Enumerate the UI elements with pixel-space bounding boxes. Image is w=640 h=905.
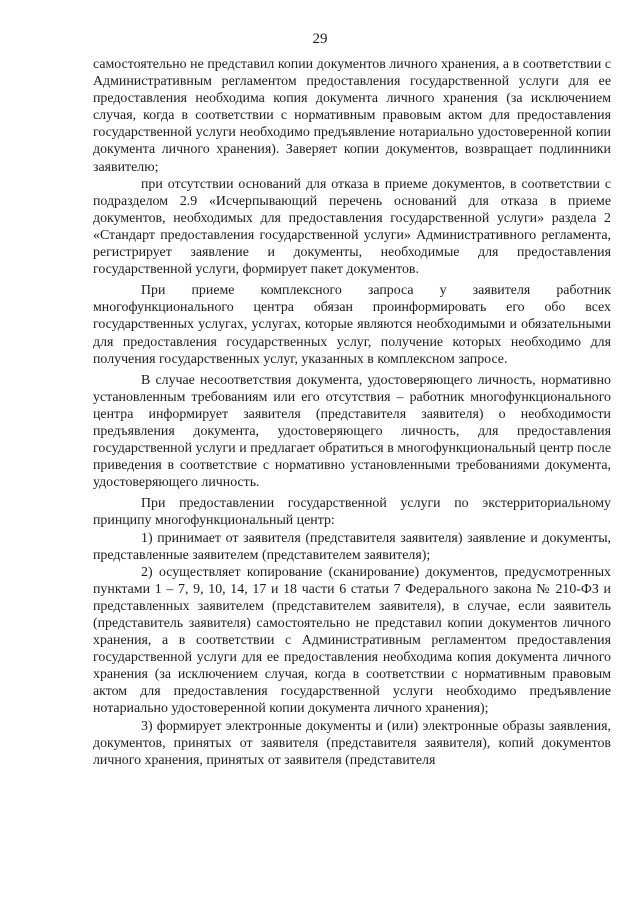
document-body	[93, 56, 611, 769]
list-item-1: 1) принимает от заявителя (представителя заявителя) заявление и документы, представленные заявителем (представителем заявителя);	[93, 530, 611, 563]
paragraph-5: При предоставлении государственной услуги по экстерриториальному принципу многофункциональный центр:	[93, 496, 611, 529]
page-number: 29	[312, 31, 328, 47]
list-item-3: 3) формирует электронные документы и (или) электронные образы заявления, документов, принятых от заявителя (представителя заявителя), копий документов личного хранения, принятых от заявителя (представителя	[93, 718, 611, 768]
paragraph-4: В случае несоответствия документа, удостоверяющего личность, нормативно установленным требованиям или его отсутствия – работник многофункционального центра информирует заявителя (представителя заявителя) о необходимости предъявления документа, удостоверяющего личность, для предоставления государственной услуги и предлагает обратиться в многофункциональный центр после приведения в соответствие с нормативно установленными требованиями документа, удостоверяющего личность.	[93, 372, 611, 491]
paragraph-3: При приеме комплексного запроса у заявителя работник многофункционального центра обязан проинформировать его обо всех государственных услугах, услугах, которые являются необходимыми и обязательными для предоставления государственных услуг, получение которых необходимо для получения государственных услуг, указанных в комплексном запросе.	[93, 283, 611, 367]
paragraph-1: самостоятельно не представил копии документов личного хранения, а в соответствии с Административным регламентом предоставления государственной услуги для ее предоставления необходима копия документа личного хранения (за исключением случая, когда в соответствии с нормативным правовым актом для предоставления государственной услуги необходимо предъявление нотариально удостоверенной копии документа личного хранения). Заверяет копии документов, возвращает подлинники заявителю;	[93, 57, 611, 175]
list-item-2: 2) осуществляет копирование (сканирование) документов, предусмотренных пунктами 1 – 7, 9, 10, 14, 17 и 18 части 6 статьи 7 Федерального закона № 210-ФЗ и представленных заявителем (представителем заявителя), в случае, если заявитель (представитель заявителя) самостоятельно не представил копии документов личного хранения, а в соответствии с Административным регламентом предоставления государственной услуги для ее предоставления необходима копия документа личного хранения (за исключением случая, когда в соответствии с нормативным правовым актом для предоставления государственной услуги необходимо предъявление нотариально удостоверенной копии документа личного хранения);	[93, 564, 611, 717]
paragraph-2: при отсутствии оснований для отказа в приеме документов, в соответствии с подразделом 2.9 «Исчерпывающий перечень оснований для отказа в приеме документов, необходимых для предоставления государственной услуги» раздела 2 «Стандарт предоставления государственной услуги» Административного регламента, регистрирует заявление и документы, необходимые для предоставления государственной услуги, формирует пакет документов.	[93, 176, 611, 278]
